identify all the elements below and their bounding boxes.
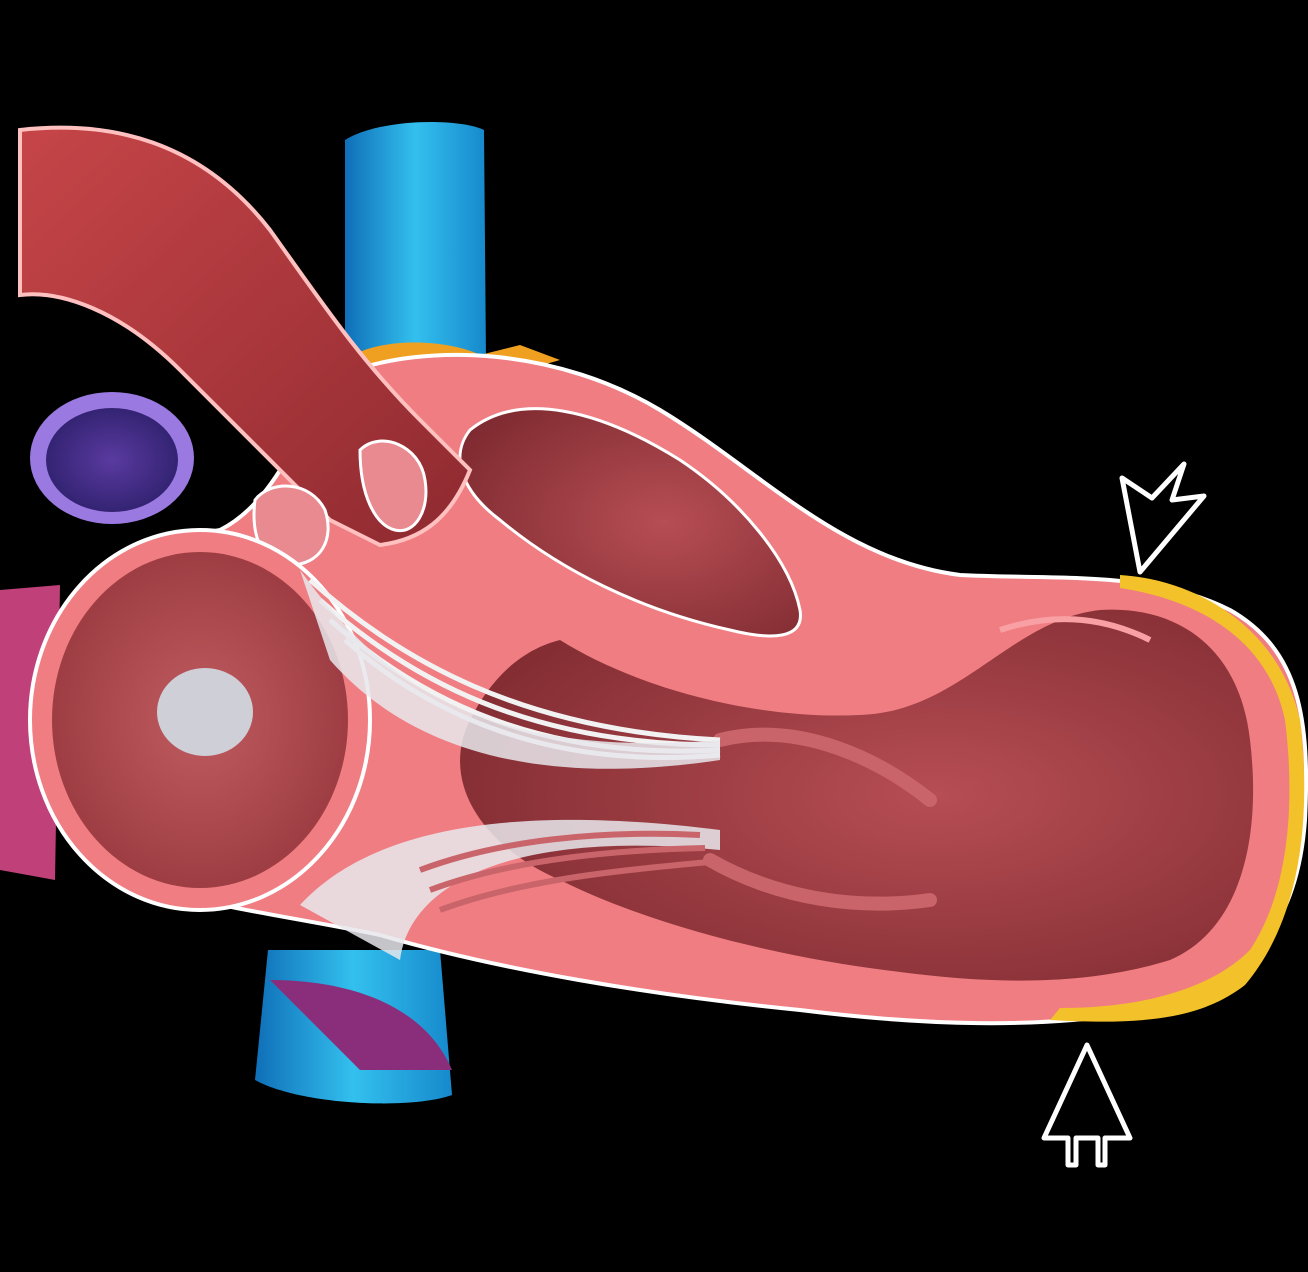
pulmonary-vessel-lumen [46, 408, 178, 512]
valve-orifice [157, 668, 253, 756]
superior-vena-cava [345, 122, 486, 370]
